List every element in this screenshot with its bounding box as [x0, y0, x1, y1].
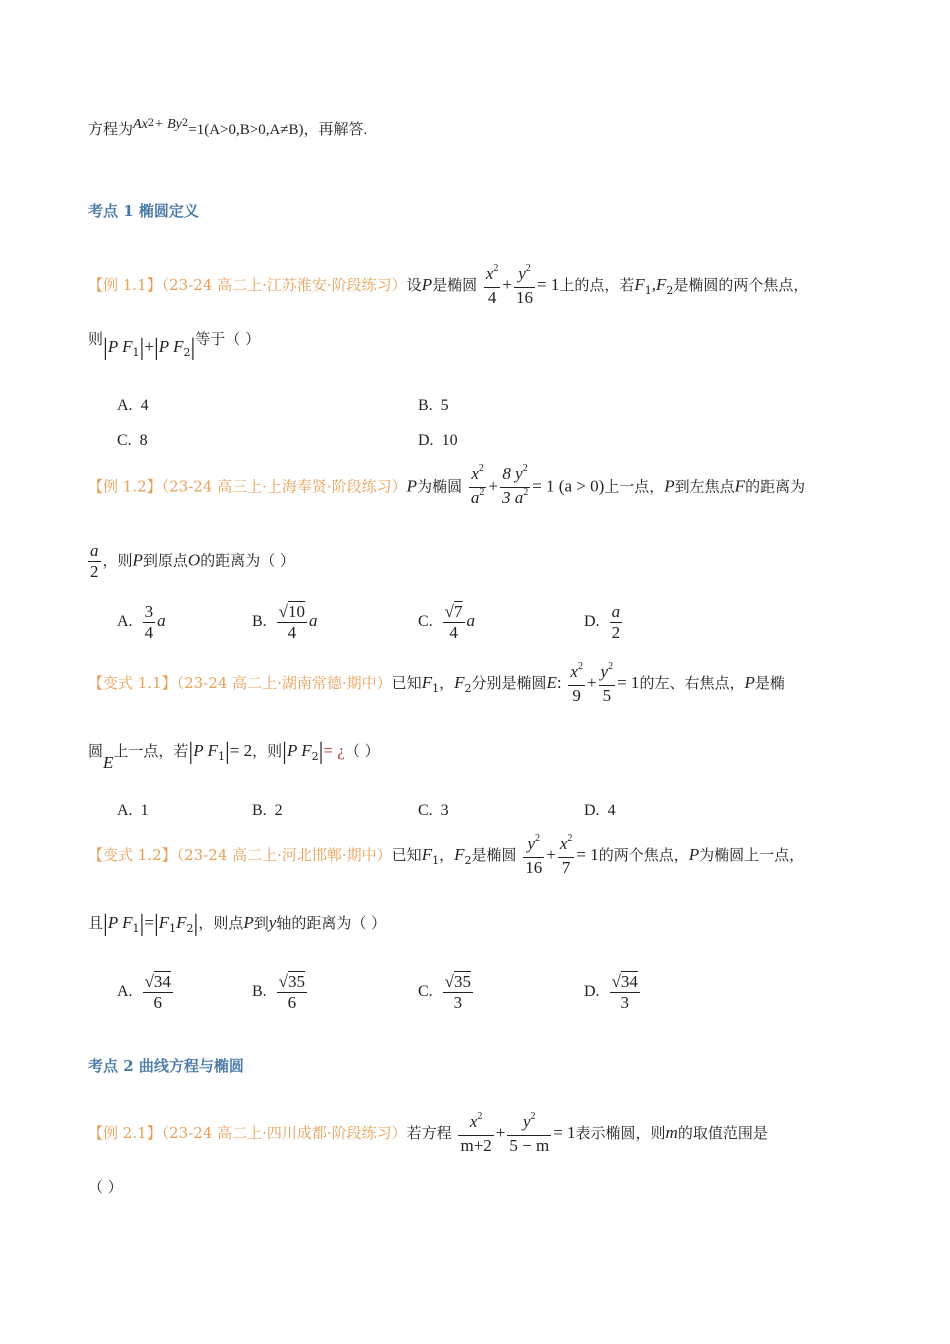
abs-bar: |	[318, 739, 324, 765]
frac-den: 2	[90, 562, 99, 581]
var-p: P	[421, 275, 433, 294]
sub: 1	[132, 346, 140, 359]
var-p: P	[243, 913, 254, 932]
section-heading-2: 考点 2 曲线方程与椭圆	[88, 1057, 244, 1075]
var-p: P	[132, 550, 143, 570]
text: 上的点，若	[559, 276, 635, 294]
frac-num: x	[485, 264, 494, 283]
text: 设	[406, 276, 422, 294]
sup: 2	[147, 118, 155, 129]
var-pf: P F	[193, 741, 218, 760]
comma: ，	[439, 846, 455, 864]
frac-den: 4	[487, 288, 497, 307]
fraction	[469, 464, 487, 511]
sup: 2	[477, 1111, 483, 1122]
option-value: 3	[440, 802, 449, 819]
sub: 1	[432, 682, 440, 695]
fraction	[277, 972, 307, 1013]
sup: 2	[525, 263, 531, 274]
frac-den: 4	[144, 623, 154, 642]
plus: +	[586, 673, 597, 692]
fraction	[599, 662, 616, 706]
sub: 1	[132, 922, 140, 935]
sub: 1	[432, 854, 440, 867]
text: 是椭圆	[432, 276, 478, 294]
var-f: F	[176, 913, 187, 932]
frac-num: y	[527, 834, 536, 853]
sup: 2	[530, 1111, 536, 1122]
abs-bar: |	[282, 739, 287, 765]
condition: = 1 (a > 0)	[532, 476, 605, 496]
var-f: F	[421, 845, 433, 864]
sub: 2	[311, 750, 319, 763]
equals-one: = 1	[617, 673, 640, 692]
var-pf: P F	[158, 337, 184, 356]
var-pf: P F	[107, 913, 133, 932]
option-d	[584, 802, 616, 820]
frac-den: 4	[449, 623, 458, 642]
sqrt-icon: √	[444, 602, 455, 621]
text: ，则点	[198, 914, 244, 932]
option-c	[418, 602, 475, 643]
frac-den: 7	[561, 858, 571, 877]
frac-num: a	[90, 541, 99, 560]
sup: 2	[567, 833, 573, 844]
abs-bar: |	[139, 911, 145, 937]
example-2-1-continuation	[88, 1180, 123, 1195]
equals-one: = 1	[576, 845, 599, 864]
abs-bar: |	[193, 911, 199, 937]
text: 的距离为	[745, 477, 806, 496]
var-p: P	[744, 673, 755, 692]
plus: +	[502, 275, 513, 294]
intro-suffix: =1(A>0,B>0,A≠B)，再解答.	[188, 122, 368, 138]
sup: 2	[608, 661, 614, 672]
text: 到	[253, 914, 269, 932]
var-p: P	[688, 845, 700, 864]
equals-one: = 1	[553, 1123, 576, 1142]
var-e: E	[103, 753, 114, 772]
frac-num: x	[471, 464, 479, 483]
sub: 1	[169, 922, 177, 935]
frac-num: 34	[153, 972, 171, 991]
var-e: E	[546, 673, 557, 692]
example-1-2-question	[88, 464, 805, 511]
sup: 2	[522, 463, 528, 474]
frac-den: a	[470, 488, 480, 507]
intro-formula-a: Ax	[133, 117, 148, 132]
option-label: C.	[117, 432, 132, 449]
frac-num: 35	[454, 972, 472, 991]
variant-1-1-question	[88, 662, 785, 706]
text: 的左、右焦点，	[639, 674, 745, 692]
equals-one: = 1	[537, 275, 560, 294]
fraction	[610, 602, 623, 643]
unknown-mark: = ¿	[323, 741, 345, 760]
sup: 2	[577, 661, 583, 672]
frac-den: 16	[525, 858, 543, 877]
option-value: 10	[441, 432, 458, 449]
frac-den: 4	[287, 623, 297, 642]
variant-1-1-continuation	[88, 739, 380, 772]
abs-bar: |	[224, 739, 230, 765]
text: 表示椭圆，则	[575, 1124, 666, 1142]
text: 圆	[88, 742, 104, 760]
plus: +	[144, 337, 154, 356]
fraction	[277, 602, 307, 643]
option-label: D.	[418, 432, 434, 449]
equals-two: = 2	[229, 741, 253, 760]
abs-bar: |	[139, 335, 145, 361]
text: 到左焦点	[674, 477, 735, 496]
frac-num: 35	[288, 972, 306, 991]
text: 是椭圆的两个焦点，	[673, 276, 809, 294]
sqrt-icon: √	[144, 972, 154, 991]
text: 为椭圆上一点，	[699, 846, 805, 864]
frac-num: x	[559, 834, 568, 853]
frac-den: m+2	[460, 1136, 492, 1155]
text: （ ）	[88, 1178, 123, 1196]
text: （ ）	[344, 742, 380, 760]
intro-formula-b: + By	[154, 117, 182, 132]
text: 则	[88, 330, 104, 348]
option-value: 1	[140, 802, 149, 819]
sup: 2	[535, 833, 541, 844]
variant-1-2-tag: 【变式 1.2】（23-24 高二上·河北邯郸·期中）	[88, 846, 392, 864]
fraction	[507, 1112, 551, 1156]
option-label: D.	[584, 983, 600, 1001]
text: 到原点	[142, 551, 188, 570]
frac-num: 7	[454, 602, 463, 621]
text: 是椭圆	[471, 846, 517, 864]
colon: :	[556, 673, 562, 692]
plus: +	[495, 1123, 506, 1142]
option-c	[117, 432, 148, 450]
sup: 2	[478, 463, 484, 474]
fraction	[568, 662, 585, 706]
option-label: C.	[418, 983, 433, 1001]
text: 等于（ ）	[195, 330, 261, 348]
option-label: C.	[418, 613, 433, 631]
option-a	[117, 397, 149, 415]
sub: 2	[464, 854, 472, 867]
frac-num: y	[518, 264, 526, 283]
option-value: 4	[140, 397, 149, 414]
section-heading-1: 考点 1 椭圆定义	[88, 202, 199, 220]
var-f: F	[158, 913, 170, 932]
var-a: a	[157, 611, 166, 631]
text: 为椭圆	[417, 477, 463, 496]
var-f: F	[656, 275, 667, 294]
sqrt-icon: √	[278, 972, 289, 991]
sub: 1	[644, 284, 652, 297]
sup: 2	[493, 263, 499, 274]
sqrt-icon: √	[611, 972, 621, 991]
var-pf: P F	[107, 337, 133, 356]
comma: ，	[439, 674, 455, 692]
option-label: C.	[418, 802, 433, 819]
option-label: A.	[117, 802, 133, 819]
text: 分别是椭圆	[471, 674, 547, 692]
var-o: O	[187, 550, 201, 570]
fraction	[500, 464, 530, 511]
frac-den: 6	[287, 993, 297, 1012]
var-f: F	[421, 673, 433, 692]
text: 是椭	[754, 674, 785, 692]
frac-num: 10	[288, 602, 306, 621]
option-label: B.	[252, 613, 267, 631]
option-label: A.	[117, 983, 133, 1001]
var-a: a	[309, 611, 318, 631]
option-a	[117, 802, 149, 820]
var-y: y	[268, 913, 277, 932]
abs-bar: |	[103, 335, 108, 361]
option-label: A.	[117, 613, 133, 631]
option-label: B.	[252, 983, 267, 1001]
fraction	[514, 264, 535, 308]
sup: 2	[181, 118, 189, 129]
text: 且	[88, 914, 104, 932]
sub: 2	[666, 284, 674, 297]
plus: +	[488, 476, 498, 496]
variant-1-2-question	[88, 834, 804, 878]
example-1-1-question: 【例 1.1】（23-24 高二上·江苏淮安·阶段练习）设P是椭圆 $\frac{x^2}{4}$ + $\frac{y^2}{16}$ = 1上的点，若$F_1,F_2$是椭圆的两个焦点，	[88, 263, 809, 307]
frac-den: 3 a	[501, 488, 524, 507]
var-p: P	[664, 476, 675, 496]
var-f: F	[634, 275, 645, 294]
sub: 1	[217, 750, 225, 763]
fraction	[523, 834, 544, 878]
text: 上一点，	[604, 477, 665, 496]
sub: 2	[186, 922, 194, 935]
abs-bar: |	[190, 335, 196, 361]
option-label: D.	[584, 613, 600, 631]
text: 已知	[391, 674, 422, 692]
text: 轴的距离为（ ）	[276, 914, 387, 932]
frac-num: 34	[620, 972, 638, 991]
abs-bar: |	[153, 911, 159, 937]
text: 的取值范围是	[677, 1124, 768, 1142]
option-label: A.	[117, 397, 133, 414]
frac-den: 9	[572, 686, 581, 705]
frac-den: 3	[620, 993, 629, 1012]
frac-num: y	[600, 662, 609, 681]
option-label: B.	[418, 397, 433, 414]
frac-num: a	[611, 602, 621, 621]
var-f: F	[734, 476, 746, 496]
var-p: P	[406, 476, 418, 496]
sub: 2	[183, 346, 191, 359]
var-m: m	[665, 1123, 678, 1142]
option-label: B.	[252, 802, 267, 819]
text: 已知	[391, 846, 422, 864]
option-d	[418, 432, 458, 450]
option-b	[252, 802, 283, 820]
text: 上一点，若	[113, 742, 189, 760]
frac-den: 5 − m	[509, 1136, 550, 1155]
text: ，则	[252, 742, 283, 760]
fraction	[458, 1112, 493, 1156]
example-2-1-tag: 【例 2.1】（23-24 高二上·四川成都·阶段练习）	[88, 1124, 407, 1142]
option-value: 8	[139, 432, 148, 449]
option-value: 5	[440, 397, 449, 414]
option-label: D.	[584, 802, 600, 819]
frac-den: 5	[602, 686, 612, 705]
frac-den: 3	[453, 993, 463, 1012]
fraction	[484, 264, 501, 308]
sub: 2	[464, 682, 472, 695]
frac-num: 3	[144, 602, 154, 621]
intro-prefix: 方程为	[88, 120, 134, 138]
var-pf: P F	[286, 741, 312, 760]
example-1-2-continuation	[88, 541, 295, 582]
abs-bar: |	[103, 911, 108, 937]
variant-1-1-tag: 【变式 1.1】（23-24 高二上·湖南常德·期中）	[88, 674, 392, 692]
frac-den: 6	[153, 993, 162, 1012]
var-f: F	[454, 845, 465, 864]
option-b	[252, 972, 309, 1013]
text: ，则	[102, 551, 133, 570]
fraction	[143, 602, 156, 643]
fraction	[610, 972, 640, 1013]
option-value: 2	[274, 802, 283, 819]
var-a: a	[466, 611, 476, 631]
frac-den: 16	[516, 288, 534, 307]
equals: =	[144, 913, 154, 932]
sup: 2	[523, 487, 529, 498]
option-b	[252, 602, 318, 643]
fraction	[88, 541, 101, 582]
var-f: F	[454, 673, 465, 692]
example-1-2-tag: 【例 1.2】（23-24 高三上·上海奉贤·阶段练习）	[88, 477, 407, 496]
variant-1-2-continuation	[88, 912, 386, 936]
option-a	[117, 972, 175, 1013]
frac-num: 8 y	[502, 464, 523, 483]
frac-num: x	[469, 1112, 478, 1131]
fraction	[143, 972, 173, 1013]
sqrt-icon: √	[278, 602, 289, 621]
example-2-1-question	[88, 1112, 768, 1156]
fraction	[443, 602, 465, 643]
frac-num: y	[523, 1112, 531, 1131]
option-c	[418, 972, 475, 1013]
option-value: 4	[607, 802, 616, 819]
fraction	[443, 972, 473, 1013]
abs-bar: |	[188, 739, 194, 765]
sup: 2	[479, 487, 485, 498]
sqrt-icon: √	[444, 972, 455, 991]
text: 的距离为（ ）	[200, 551, 295, 570]
text: 的两个焦点，	[598, 846, 689, 864]
frac-num: x	[570, 662, 578, 681]
option-a	[117, 602, 166, 643]
abs-bar: |	[153, 335, 159, 361]
plus: +	[546, 845, 556, 864]
example-1-1-tag: 【例 1.1】（23-24 高二上·江苏淮安·阶段练习）	[88, 276, 407, 294]
option-c	[418, 802, 449, 820]
option-d	[584, 602, 624, 643]
option-b	[418, 397, 449, 415]
text: 若方程	[406, 1124, 452, 1142]
intro-line	[88, 117, 368, 138]
example-1-1-continuation	[88, 330, 261, 361]
fraction	[558, 834, 575, 878]
option-d	[584, 972, 642, 1013]
frac-den: 2	[611, 623, 621, 642]
